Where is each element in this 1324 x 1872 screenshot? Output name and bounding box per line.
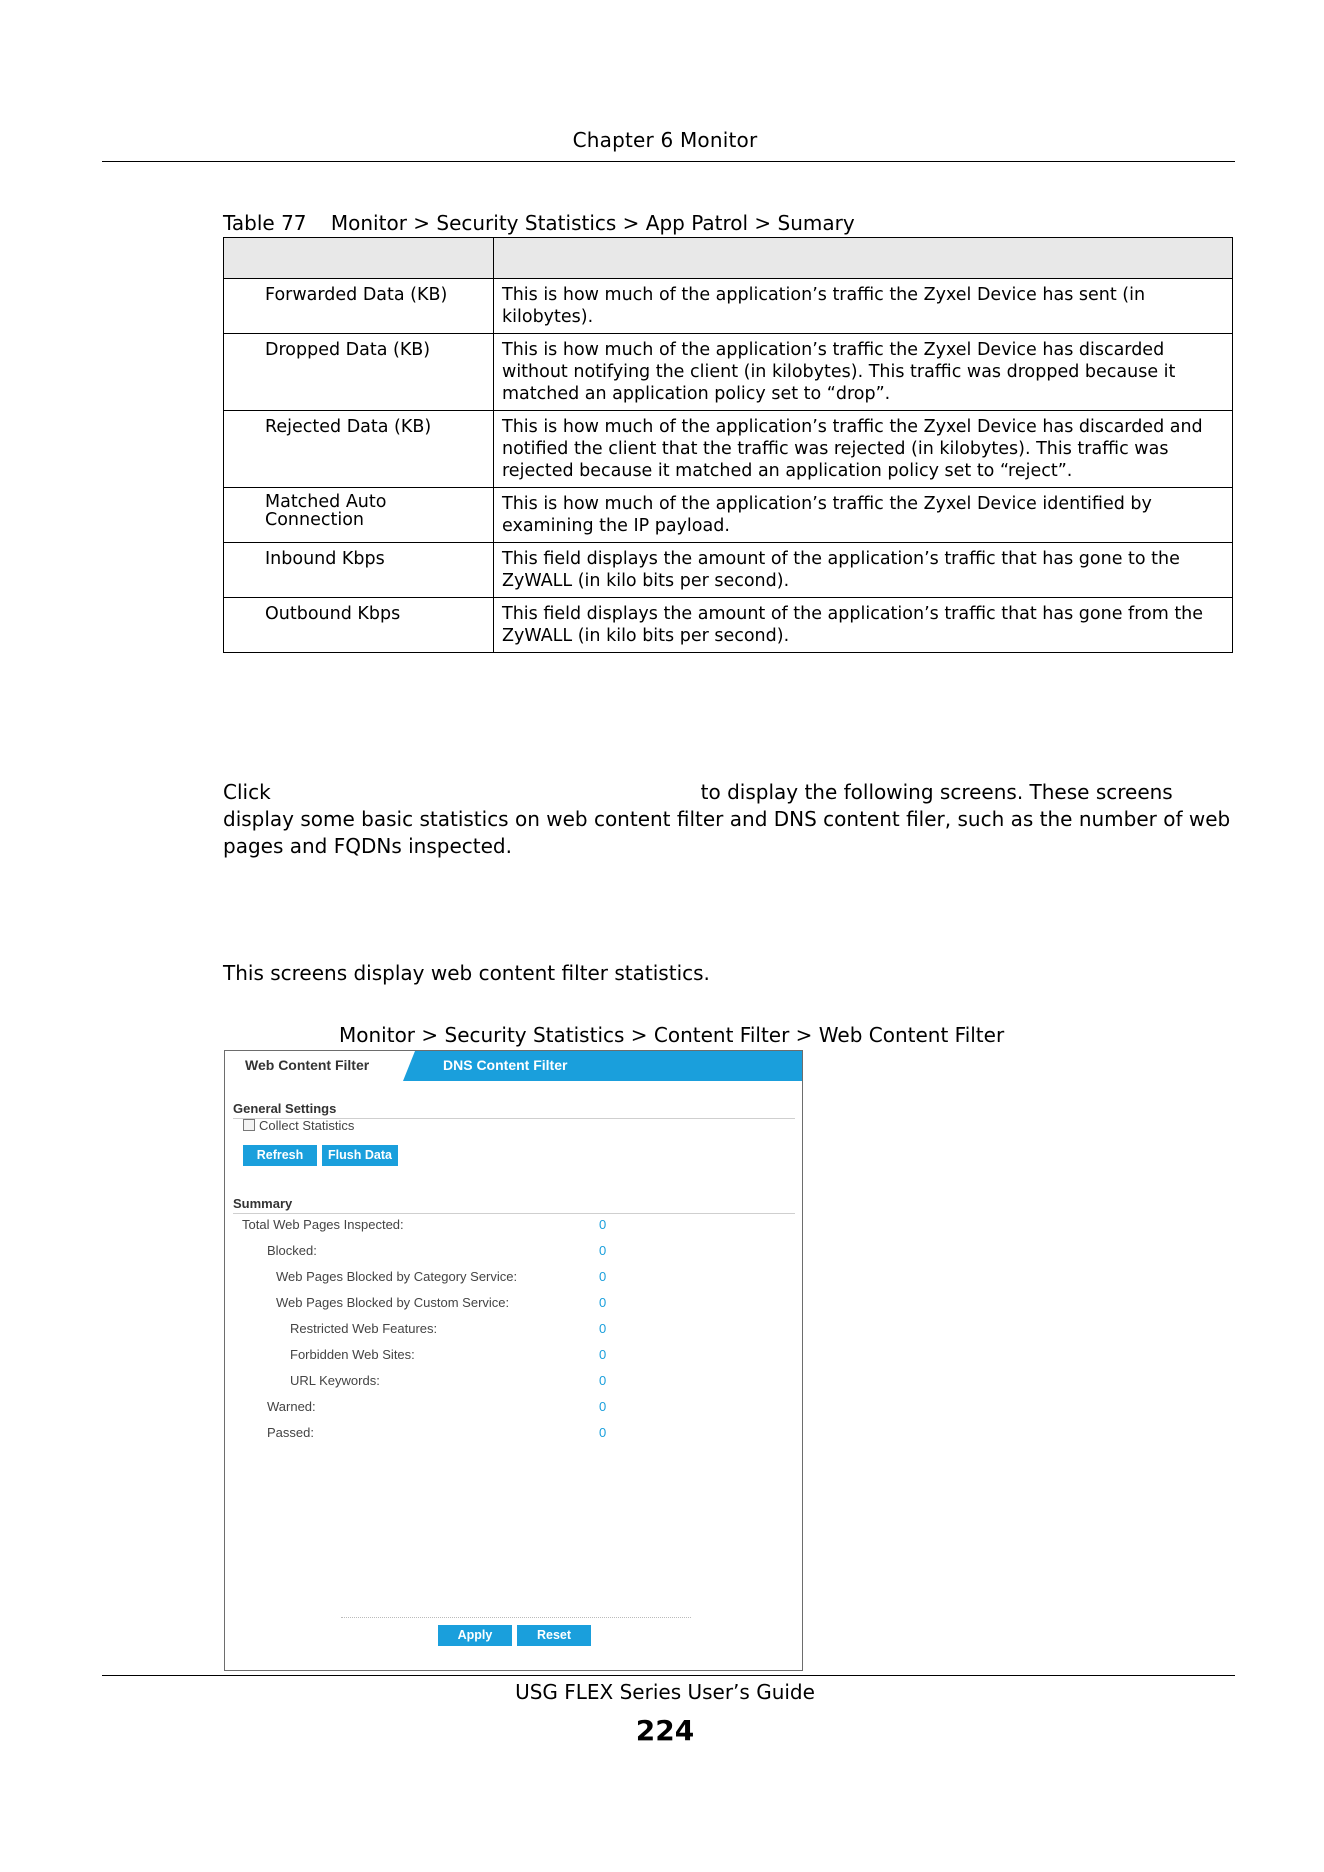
passed-label: Passed: — [267, 1425, 314, 1440]
general-settings-title: General Settings — [233, 1101, 337, 1116]
tab-web-content-filter[interactable]: Web Content Filter — [225, 1051, 403, 1081]
apply-button[interactable]: Apply — [438, 1625, 512, 1646]
summary-title: Summary — [233, 1196, 293, 1211]
page-number: 224 — [635, 1714, 695, 1747]
row-description: This is how much of the application’s traffic the Zyxel Device has sent (in kilobytes). — [494, 279, 1233, 334]
blocked-category-value: 0 — [599, 1269, 607, 1284]
table-row — [224, 488, 1233, 543]
total-web-pages-label: Total Web Pages Inspected: — [242, 1217, 404, 1232]
reset-button[interactable]: Reset — [517, 1625, 591, 1646]
collect-statistics-row — [243, 1118, 354, 1133]
url-keywords-value: 0 — [599, 1373, 607, 1388]
app-patrol-summary-table — [223, 237, 1233, 653]
url-keywords-label: URL Keywords: — [290, 1373, 380, 1388]
flush-data-button[interactable]: Flush Data — [322, 1145, 398, 1166]
blocked-value: 0 — [599, 1243, 607, 1258]
row-label: Rejected Data (KB) — [224, 411, 494, 488]
passed-value: 0 — [599, 1425, 607, 1440]
row-label: Dropped Data (KB) — [224, 334, 494, 411]
header-rule — [102, 161, 1235, 162]
chapter-header: Chapter 6 Monitor — [572, 128, 758, 152]
table-header-cell — [494, 238, 1233, 279]
tab-bar — [225, 1051, 802, 1081]
figure-caption: Monitor > Security Statistics > Content Filter > Web Content Filter — [339, 1023, 1005, 1047]
footer-rule — [102, 1675, 1235, 1676]
warned-label: Warned: — [267, 1399, 316, 1414]
row-label: Outbound Kbps — [224, 598, 494, 653]
table-number: Table 77 — [223, 211, 307, 235]
refresh-button[interactable]: Refresh — [243, 1145, 317, 1166]
intro-click: Click — [223, 780, 271, 804]
collect-statistics-checkbox[interactable] — [243, 1119, 255, 1131]
table-row — [224, 279, 1233, 334]
row-description: This field displays the amount of the application’s traffic that has gone from the ZyWALL (in kilo bits per second). — [494, 598, 1233, 653]
blocked-custom-value: 0 — [599, 1295, 607, 1310]
table-caption — [223, 211, 855, 235]
restricted-features-value: 0 — [599, 1321, 607, 1336]
row-description: This is how much of the application’s traffic the Zyxel Device has discarded without notifying the client (in kilobytes). This traffic was dropped because it matched an application policy set to “drop”. — [494, 334, 1233, 411]
blocked-label: Blocked: — [267, 1243, 317, 1258]
row-description: This is how much of the application’s traffic the Zyxel Device identified by examining the IP payload. — [494, 488, 1233, 543]
row-label: Inbound Kbps — [224, 543, 494, 598]
table-row — [224, 543, 1233, 598]
intro-paragraph — [223, 779, 1235, 860]
forbidden-sites-label: Forbidden Web Sites: — [290, 1347, 415, 1362]
web-cf-intro: This screens display web content filter statistics. — [223, 961, 710, 985]
section-divider — [233, 1213, 795, 1214]
tab-dns-content-filter[interactable]: DNS Content Filter — [443, 1057, 568, 1073]
forbidden-sites-value: 0 — [599, 1347, 607, 1362]
table-header-cell — [224, 238, 494, 279]
row-description: This is how much of the application’s traffic the Zyxel Device has discarded and notified the client that the traffic was rejected (in kilobytes). This traffic was rejected because it matched an application policy set to “reject”. — [494, 411, 1233, 488]
restricted-features-label: Restricted Web Features: — [290, 1321, 438, 1336]
total-web-pages-value: 0 — [599, 1217, 607, 1232]
collect-statistics-label: Collect Statistics — [259, 1118, 355, 1133]
button-row-divider — [341, 1617, 691, 1618]
blocked-category-label: Web Pages Blocked by Category Service: — [276, 1269, 518, 1284]
blocked-custom-label: Web Pages Blocked by Custom Service: — [276, 1295, 510, 1310]
web-content-filter-screenshot — [224, 1050, 803, 1671]
table-header-row — [224, 238, 1233, 279]
guide-title: USG FLEX Series User’s Guide — [515, 1680, 815, 1704]
table-row — [224, 598, 1233, 653]
table-row — [224, 334, 1233, 411]
row-description: This field displays the amount of the application’s traffic that has gone to the ZyWALL (in kilo bits per second). — [494, 543, 1233, 598]
row-label: Forwarded Data (KB) — [224, 279, 494, 334]
row-label: Matched Auto Connection — [224, 488, 494, 543]
table-row — [224, 411, 1233, 488]
table-title: Monitor > Security Statistics > App Patrol > Sumary — [330, 211, 855, 235]
intro-rest: to display the following screens. These screens display some basic statistics on web content filter and DNS content filer, such as the number of web pages and FQDNs inspected. — [223, 780, 1231, 858]
warned-value: 0 — [599, 1399, 607, 1414]
